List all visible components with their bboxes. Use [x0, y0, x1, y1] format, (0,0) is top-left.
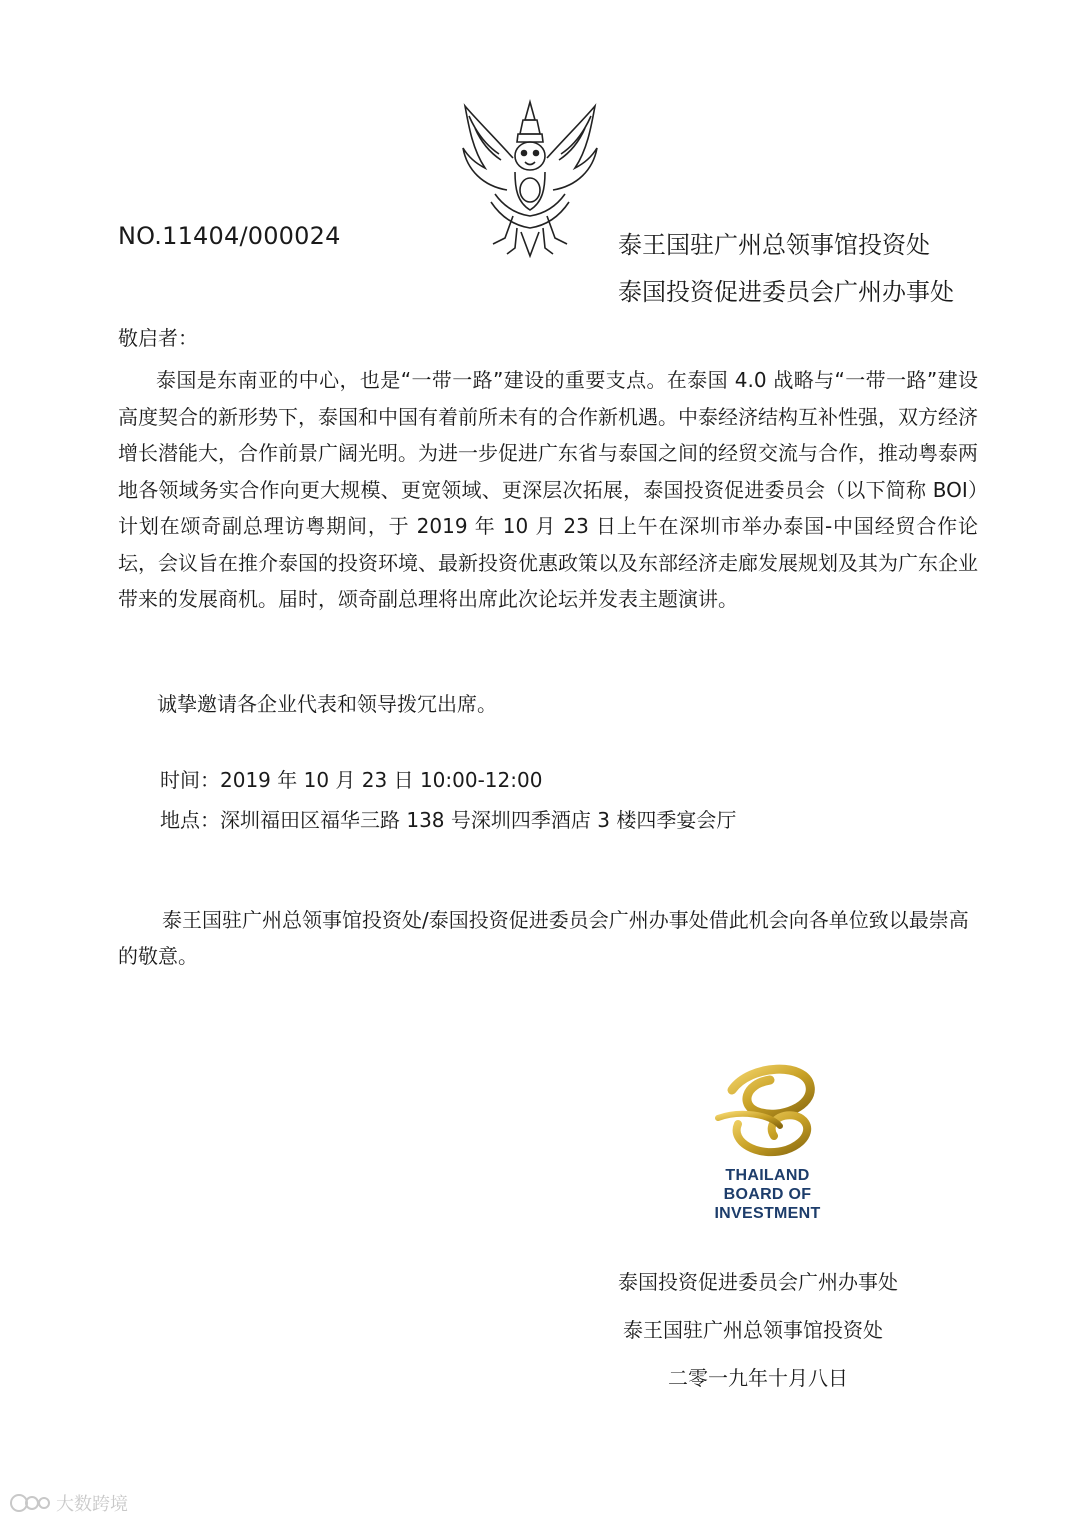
boi-logo-line-1: THAILAND	[725, 1167, 810, 1184]
boi-logo-line-2: BOARD OF	[723, 1186, 812, 1203]
signature-date: 二零一九年十月八日	[668, 1366, 848, 1390]
header-office-line-1: 泰王国驻广州总领事馆投资处	[618, 231, 930, 259]
invitation-line: 诚挚邀请各企业代表和领导拨冗出席。	[157, 692, 497, 716]
signature-office-2: 泰王国驻广州总领事馆投资处	[623, 1318, 883, 1342]
watermark	[8, 1490, 128, 1516]
signature-office-1: 泰国投资促进委员会广州办事处	[618, 1270, 898, 1294]
header-office-line-2: 泰国投资促进委员会广州办事处	[618, 278, 954, 306]
document-number: NO.11404/000024	[118, 222, 341, 250]
body-paragraph-2: 泰王国驻广州总领事馆投资处/泰国投资促进委员会广州办事处借此机会向各单位致以最崇高的敬意。	[118, 908, 969, 968]
boi-logo-line-3: INVESTMENT	[714, 1205, 821, 1222]
boi-gold-rings-icon	[710, 1062, 825, 1162]
salutation: 敬启者：	[118, 326, 198, 350]
body-paragraph-1: 泰国是东南亚的中心，也是“一带一路”建设的重要支点。在泰国 4.0 战略与“一带一路”建设高度契合的新形势下，泰国和中国有着前所未有的合作新机遇。中泰经济结构互补性强，双方经济增长潜能大，合作前景广阔光明。为进一步促进广东省与泰国之间的经贸交流与合作，推动粤泰两地各领域务实合作向更大规模、更宽领域、更深层次拓展，泰国投资促进委员会（以下简称 BOI）计划在颂奇副总理访粤期间，于 2019 年 10 月 23 日上午在深圳市举办泰国-中国经贸合作论坛，会议旨在推介泰国的投资环境、最新投资优惠政策以及东部经济走廊发展规划及其为广东企业带来的发展商机。届时，颂奇副总理将出席此次论坛并发表主题演讲。	[118, 368, 978, 611]
watermark-logo-icon	[8, 1492, 52, 1514]
boi-logo	[710, 1062, 825, 1237]
watermark-text: 大数跨境	[56, 1494, 128, 1515]
garuda-emblem-icon	[455, 98, 605, 258]
event-time: 时间：2019 年 10 月 23 日 10:00-12:00	[160, 768, 543, 792]
event-location: 地点：深圳福田区福华三路 138 号深圳四季酒店 3 楼四季宴会厅	[160, 808, 737, 832]
